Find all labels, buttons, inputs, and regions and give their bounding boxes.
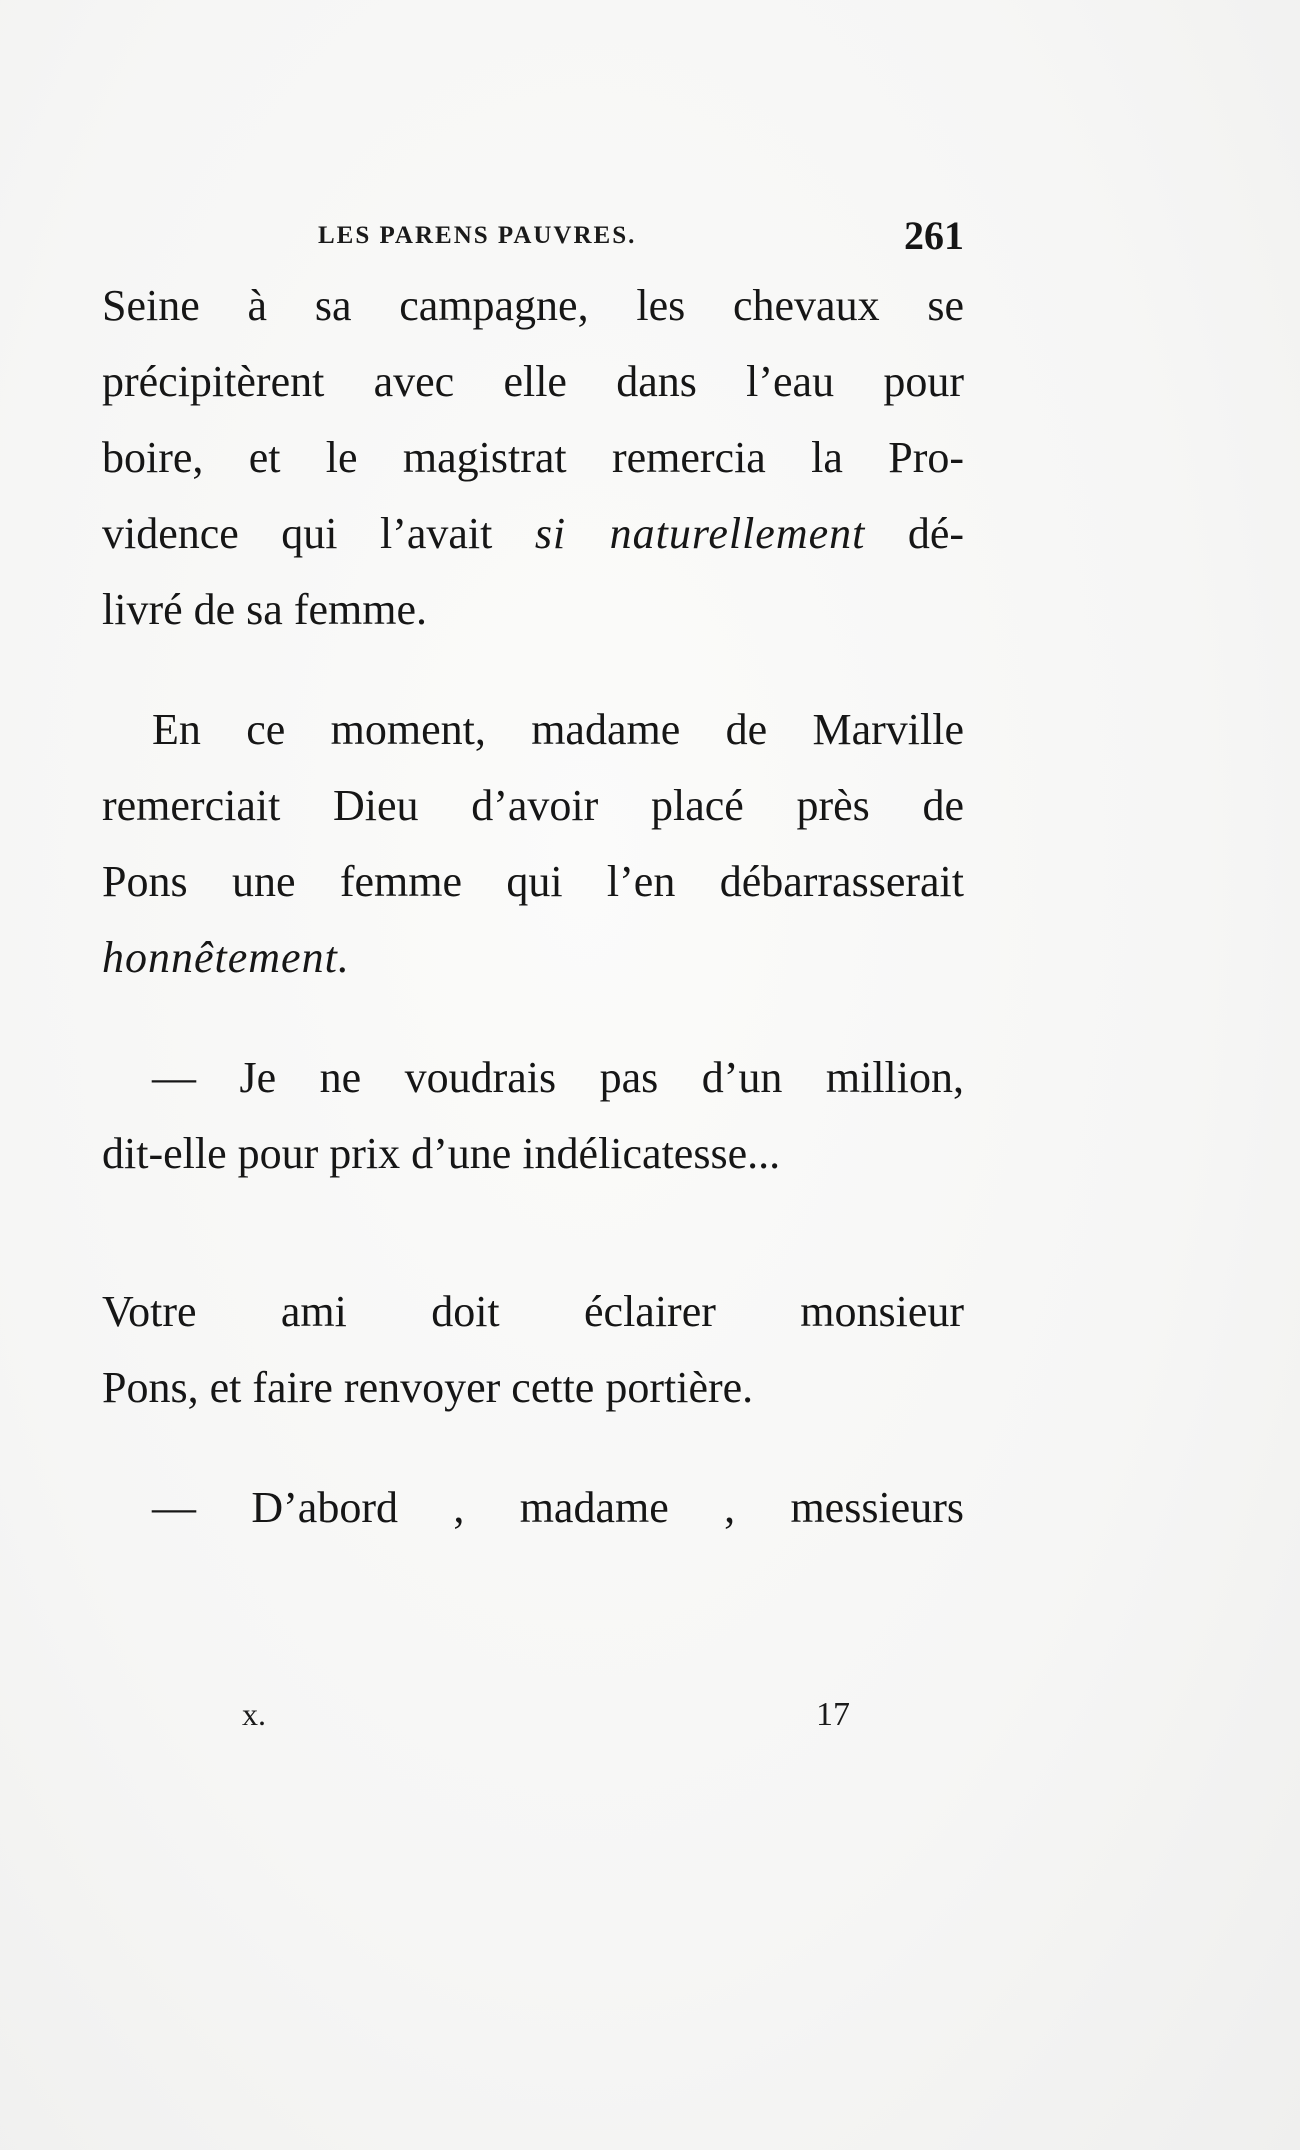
text-line: boire, et le magistrat remercia la Pro- (102, 433, 964, 482)
text-line: livré de sa femme. (102, 585, 427, 634)
running-title: LES PARENS PAUVRES. (318, 222, 637, 249)
text-line: Pons une femme qui l’en débarrasserait (102, 857, 964, 906)
paragraph-3 (102, 1040, 964, 1192)
text-line-mixed (102, 496, 964, 572)
text-line: Votre ami doit éclairer monsieur (102, 1287, 964, 1336)
paragraph-5 (102, 1470, 964, 1546)
text-line: En ce moment, madame de Marville (152, 705, 964, 754)
italic-text: honnêtement. (102, 933, 350, 982)
page-number: 261 (904, 213, 964, 258)
text-line: — Je ne voudrais pas d’un million, (152, 1053, 964, 1102)
text-segment: vidence qui l’avait (102, 509, 493, 558)
paragraph-2 (102, 692, 964, 996)
page-footer (102, 1696, 964, 1746)
italic-text: si naturellement (534, 509, 866, 558)
text-line: Seine à sa campagne, les chevaux se (102, 281, 964, 330)
text-line: — D’abord , madame , messieurs (152, 1483, 964, 1532)
signature-number: 17 (816, 1696, 850, 1733)
text-line-italic (102, 920, 964, 996)
signature-mark: x. (242, 1696, 266, 1732)
paragraph-gap (102, 996, 964, 1040)
text-line: remerciait Dieu d’avoir placé près de (102, 781, 964, 830)
text-segment: dé- (907, 509, 965, 558)
page-header (102, 200, 964, 270)
paragraph-1 (102, 268, 964, 648)
paragraph-gap (102, 648, 964, 692)
body-text (102, 268, 964, 1546)
paragraph-gap (102, 1192, 964, 1274)
text-line: précipitèrent avec elle dans l’eau pour (102, 357, 964, 406)
text-line: dit-elle pour prix d’une indélicatesse... (102, 1129, 781, 1178)
paragraph-4 (102, 1274, 964, 1426)
text-line: Pons, et faire renvoyer cette portière. (102, 1363, 754, 1412)
paragraph-gap (102, 1426, 964, 1470)
